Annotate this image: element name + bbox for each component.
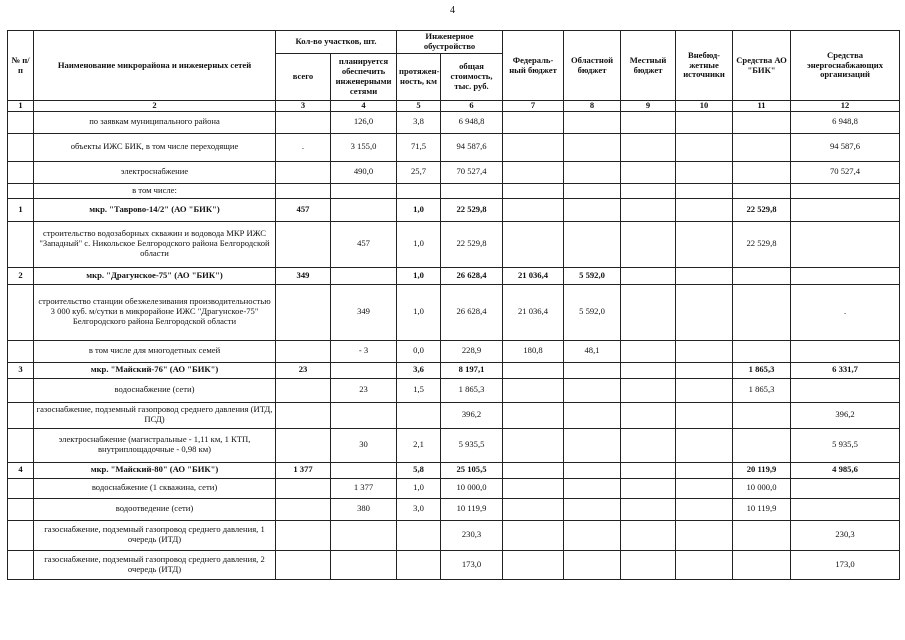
offbudget-cell [676, 221, 733, 267]
table-row [8, 498, 900, 520]
plots-planned-cell [331, 198, 397, 221]
header-name: Наименование микрорайона и инженерных сетей [34, 31, 276, 101]
column-number: 12 [791, 101, 900, 112]
federal-budget-cell [503, 462, 564, 478]
federal-budget-cell [503, 133, 564, 161]
regional-budget-cell [564, 133, 621, 161]
federal-budget-cell [503, 183, 564, 198]
header-offbudget: Внебюд-жетные источники [676, 31, 733, 101]
plots-planned-cell [331, 267, 397, 284]
regional-budget-cell: 5 592,0 [564, 284, 621, 340]
length-km-cell: 3,8 [397, 111, 441, 133]
federal-budget-cell [503, 161, 564, 183]
offbudget-cell [676, 520, 733, 550]
regional-budget-cell [564, 402, 621, 428]
federal-budget-cell [503, 550, 564, 579]
row-name-cell: мкр. "Таврово-14/2" (АО "БИК") [34, 198, 276, 221]
federal-budget-cell [503, 111, 564, 133]
length-km-cell: 2,1 [397, 428, 441, 462]
plots-planned-cell [331, 520, 397, 550]
plots-total-cell [276, 284, 331, 340]
cost-total-cell: 22 529,8 [441, 198, 503, 221]
table-body [8, 111, 900, 579]
plots-planned-cell [331, 462, 397, 478]
bik-funds-cell [733, 267, 791, 284]
cost-total-cell [441, 183, 503, 198]
energy-funds-cell [791, 340, 900, 362]
local-budget-cell [621, 133, 676, 161]
plots-total-cell [276, 221, 331, 267]
row-name-cell: объекты ИЖС БИК, в том числе переходящие [34, 133, 276, 161]
bik-funds-cell [733, 550, 791, 579]
plots-planned-cell: 23 [331, 378, 397, 402]
offbudget-cell [676, 133, 733, 161]
bik-funds-cell [733, 111, 791, 133]
plots-total-cell [276, 111, 331, 133]
energy-funds-cell [791, 221, 900, 267]
regional-budget-cell [564, 550, 621, 579]
cost-total-cell: 25 105,5 [441, 462, 503, 478]
regional-budget-cell [564, 498, 621, 520]
offbudget-cell [676, 362, 733, 378]
bik-funds-cell [733, 340, 791, 362]
table-row [8, 198, 900, 221]
row-name-cell: в том числе: [34, 183, 276, 198]
row-number-cell [8, 378, 34, 402]
energy-funds-cell: 173,0 [791, 550, 900, 579]
bik-funds-cell: 10 000,0 [733, 478, 791, 498]
plots-total-cell: 23 [276, 362, 331, 378]
cost-total-cell: 10 119,9 [441, 498, 503, 520]
local-budget-cell [621, 111, 676, 133]
row-name-cell: электроснабжение [34, 161, 276, 183]
bik-funds-cell: 22 529,8 [733, 198, 791, 221]
column-number: 10 [676, 101, 733, 112]
row-number-cell: 3 [8, 362, 34, 378]
column-number: 9 [621, 101, 676, 112]
federal-budget-cell: 180,8 [503, 340, 564, 362]
plots-planned-cell [331, 550, 397, 579]
plots-total-cell [276, 161, 331, 183]
plots-total-cell [276, 550, 331, 579]
cost-total-cell: 5 935,5 [441, 428, 503, 462]
plots-total-cell [276, 183, 331, 198]
regional-budget-cell: 5 592,0 [564, 267, 621, 284]
energy-funds-cell [791, 498, 900, 520]
bik-funds-cell: 20 119,9 [733, 462, 791, 478]
column-number: 5 [397, 101, 441, 112]
federal-budget-cell [503, 362, 564, 378]
regional-budget-cell [564, 478, 621, 498]
header-engineering-group: Инженерное обустройство [397, 31, 503, 54]
local-budget-cell [621, 221, 676, 267]
table-header [8, 31, 900, 112]
local-budget-cell [621, 402, 676, 428]
row-name-cell: газоснабжение, подземный газопровод среднего давления (ИТД, ПСД) [34, 402, 276, 428]
row-number-cell [8, 284, 34, 340]
bik-funds-cell: 1 865,3 [733, 378, 791, 402]
bik-funds-cell: 22 529,8 [733, 221, 791, 267]
header-plots-planned: планируется обеспечить инженерными сетями [331, 54, 397, 101]
row-number-cell [8, 161, 34, 183]
offbudget-cell [676, 478, 733, 498]
federal-budget-cell [503, 520, 564, 550]
plots-planned-cell: 380 [331, 498, 397, 520]
federal-budget-cell [503, 378, 564, 402]
cost-total-cell: 26 628,4 [441, 267, 503, 284]
length-km-cell: 1,0 [397, 198, 441, 221]
table-row [8, 284, 900, 340]
table-row [8, 362, 900, 378]
local-budget-cell [621, 362, 676, 378]
row-number-cell [8, 221, 34, 267]
federal-budget-cell [503, 498, 564, 520]
column-number: 8 [564, 101, 621, 112]
cost-total-cell: 10 000,0 [441, 478, 503, 498]
regional-budget-cell [564, 183, 621, 198]
plots-total-cell [276, 402, 331, 428]
row-name-cell: газоснабжение, подземный газопровод среднего давления, 1 очередь (ИТД) [34, 520, 276, 550]
offbudget-cell [676, 550, 733, 579]
row-number-cell [8, 402, 34, 428]
column-number: 3 [276, 101, 331, 112]
row-number-cell [8, 520, 34, 550]
bik-funds-cell: 1 865,3 [733, 362, 791, 378]
energy-funds-cell [791, 267, 900, 284]
energy-funds-cell [791, 378, 900, 402]
plots-total-cell [276, 520, 331, 550]
table-row [8, 428, 900, 462]
row-name-cell: мкр. "Майский-76" (АО "БИК") [34, 362, 276, 378]
regional-budget-cell [564, 161, 621, 183]
length-km-cell: 1,0 [397, 221, 441, 267]
row-number-cell: 2 [8, 267, 34, 284]
offbudget-cell [676, 111, 733, 133]
offbudget-cell [676, 378, 733, 402]
row-name-cell: строительство станции обезжелезивания производительностью 3 000 куб. м/сутки в микрорайоне ИЖС "Драгунское-75" Белгородского района Белгородской области [34, 284, 276, 340]
table-row [8, 378, 900, 402]
length-km-cell: 0,0 [397, 340, 441, 362]
header-local: Местный бюджет [621, 31, 676, 101]
plots-planned-cell: 3 155,0 [331, 133, 397, 161]
plots-total-cell [276, 478, 331, 498]
plots-total-cell [276, 498, 331, 520]
plots-total-cell: 349 [276, 267, 331, 284]
plots-planned-cell [331, 362, 397, 378]
plots-planned-cell: - 3 [331, 340, 397, 362]
column-number: 2 [34, 101, 276, 112]
row-number-cell: 1 [8, 198, 34, 221]
regional-budget-cell [564, 111, 621, 133]
row-number-cell [8, 550, 34, 579]
cost-total-cell: 173,0 [441, 550, 503, 579]
column-number: 4 [331, 101, 397, 112]
cost-total-cell: 70 527,4 [441, 161, 503, 183]
table-row [8, 462, 900, 478]
table-row [8, 550, 900, 579]
length-km-cell: 1,0 [397, 478, 441, 498]
header-federal: Федераль-ный бюджет [503, 31, 564, 101]
plots-total-cell: . [276, 133, 331, 161]
energy-funds-cell: . [791, 284, 900, 340]
column-number: 6 [441, 101, 503, 112]
length-km-cell: 5,8 [397, 462, 441, 478]
plots-total-cell: 1 377 [276, 462, 331, 478]
local-budget-cell [621, 161, 676, 183]
offbudget-cell [676, 498, 733, 520]
column-number: 1 [8, 101, 34, 112]
local-budget-cell [621, 284, 676, 340]
plots-planned-cell: 1 377 [331, 478, 397, 498]
plots-total-cell: 457 [276, 198, 331, 221]
federal-budget-cell [503, 402, 564, 428]
table-row [8, 133, 900, 161]
plots-planned-cell [331, 402, 397, 428]
row-name-cell: водоотведение (сети) [34, 498, 276, 520]
table-row [8, 221, 900, 267]
energy-funds-cell: 5 935,5 [791, 428, 900, 462]
regional-budget-cell [564, 362, 621, 378]
header-bik: Средства АО "БИК" [733, 31, 791, 101]
financing-table [7, 30, 900, 580]
row-number-cell [8, 340, 34, 362]
row-name-cell: водоснабжение (1 скважина, сети) [34, 478, 276, 498]
length-km-cell [397, 183, 441, 198]
plots-planned-cell: 490,0 [331, 161, 397, 183]
table-row [8, 267, 900, 284]
federal-budget-cell: 21 036,4 [503, 284, 564, 340]
plots-total-cell [276, 340, 331, 362]
row-number-cell [8, 133, 34, 161]
energy-funds-cell [791, 183, 900, 198]
header-plots-group: Кол-во участков, шт. [276, 31, 397, 54]
offbudget-cell [676, 284, 733, 340]
table-row [8, 340, 900, 362]
local-budget-cell [621, 340, 676, 362]
row-name-cell: газоснабжение, подземный газопровод среднего давления, 2 очередь (ИТД) [34, 550, 276, 579]
regional-budget-cell [564, 428, 621, 462]
column-number: 7 [503, 101, 564, 112]
bik-funds-cell [733, 402, 791, 428]
federal-budget-cell [503, 428, 564, 462]
plots-planned-cell [331, 183, 397, 198]
local-budget-cell [621, 478, 676, 498]
energy-funds-cell: 94 587,6 [791, 133, 900, 161]
federal-budget-cell [503, 198, 564, 221]
cost-total-cell: 228,9 [441, 340, 503, 362]
federal-budget-cell: 21 036,4 [503, 267, 564, 284]
row-number-cell [8, 428, 34, 462]
row-name-cell: в том числе для многодетных семей [34, 340, 276, 362]
offbudget-cell [676, 402, 733, 428]
cost-total-cell: 8 197,1 [441, 362, 503, 378]
cost-total-cell: 230,3 [441, 520, 503, 550]
row-name-cell: мкр. "Майский-80" (АО "БИК") [34, 462, 276, 478]
offbudget-cell [676, 198, 733, 221]
regional-budget-cell [564, 520, 621, 550]
energy-funds-cell: 6 948,8 [791, 111, 900, 133]
row-number-cell [8, 478, 34, 498]
row-name-cell: электроснабжение (магистральные - 1,11 км, 1 КТП, внутриплощадочные - 0,98 км) [34, 428, 276, 462]
local-budget-cell [621, 498, 676, 520]
header-cost: общая стоимость, тыс. руб. [441, 54, 503, 101]
local-budget-cell [621, 183, 676, 198]
row-name-cell: водоснабжение (сети) [34, 378, 276, 402]
header-energy: Средства энергоснабжающих организаций [791, 31, 900, 101]
table-row [8, 402, 900, 428]
cost-total-cell: 396,2 [441, 402, 503, 428]
plots-total-cell [276, 378, 331, 402]
row-number-cell [8, 111, 34, 133]
header-regional: Областной бюджет [564, 31, 621, 101]
regional-budget-cell [564, 462, 621, 478]
cost-total-cell: 94 587,6 [441, 133, 503, 161]
energy-funds-cell: 396,2 [791, 402, 900, 428]
table-row [8, 111, 900, 133]
bik-funds-cell: 10 119,9 [733, 498, 791, 520]
local-budget-cell [621, 520, 676, 550]
row-name-cell: по заявкам муниципального района [34, 111, 276, 133]
cost-total-cell: 26 628,4 [441, 284, 503, 340]
offbudget-cell [676, 462, 733, 478]
length-km-cell [397, 550, 441, 579]
regional-budget-cell [564, 198, 621, 221]
header-plots-total: всего [276, 54, 331, 101]
bik-funds-cell [733, 183, 791, 198]
length-km-cell [397, 520, 441, 550]
header-num: № п/п [8, 31, 34, 101]
page-number: 4 [450, 5, 455, 16]
energy-funds-cell [791, 478, 900, 498]
length-km-cell: 1,0 [397, 267, 441, 284]
plots-planned-cell: 30 [331, 428, 397, 462]
length-km-cell: 3,6 [397, 362, 441, 378]
cost-total-cell: 1 865,3 [441, 378, 503, 402]
regional-budget-cell [564, 378, 621, 402]
local-budget-cell [621, 267, 676, 284]
cost-total-cell: 6 948,8 [441, 111, 503, 133]
length-km-cell: 25,7 [397, 161, 441, 183]
plots-total-cell [276, 428, 331, 462]
table-row [8, 478, 900, 498]
bik-funds-cell [733, 161, 791, 183]
table-row [8, 161, 900, 183]
energy-funds-cell: 230,3 [791, 520, 900, 550]
header-length: протяжен-ность, км [397, 54, 441, 101]
plots-planned-cell: 457 [331, 221, 397, 267]
federal-budget-cell [503, 221, 564, 267]
regional-budget-cell [564, 221, 621, 267]
energy-funds-cell [791, 198, 900, 221]
offbudget-cell [676, 340, 733, 362]
plots-planned-cell: 126,0 [331, 111, 397, 133]
bik-funds-cell [733, 428, 791, 462]
row-number-cell: 4 [8, 462, 34, 478]
column-number: 11 [733, 101, 791, 112]
bik-funds-cell [733, 284, 791, 340]
row-name-cell: мкр. "Драгунское-75" (АО "БИК") [34, 267, 276, 284]
length-km-cell [397, 402, 441, 428]
energy-funds-cell: 70 527,4 [791, 161, 900, 183]
length-km-cell: 1,0 [397, 284, 441, 340]
length-km-cell: 71,5 [397, 133, 441, 161]
offbudget-cell [676, 161, 733, 183]
federal-budget-cell [503, 478, 564, 498]
local-budget-cell [621, 198, 676, 221]
local-budget-cell [621, 462, 676, 478]
cost-total-cell: 22 529,8 [441, 221, 503, 267]
offbudget-cell [676, 183, 733, 198]
energy-funds-cell: 6 331,7 [791, 362, 900, 378]
offbudget-cell [676, 267, 733, 284]
bik-funds-cell [733, 133, 791, 161]
local-budget-cell [621, 428, 676, 462]
bik-funds-cell [733, 520, 791, 550]
table-row [8, 520, 900, 550]
regional-budget-cell: 48,1 [564, 340, 621, 362]
local-budget-cell [621, 550, 676, 579]
plots-planned-cell: 349 [331, 284, 397, 340]
row-number-cell [8, 183, 34, 198]
row-name-cell: строительство водозаборных скважин и водовода МКР ИЖС "Западный" с. Никольское Белгородского района Белгородской области [34, 221, 276, 267]
offbudget-cell [676, 428, 733, 462]
length-km-cell: 3,0 [397, 498, 441, 520]
length-km-cell: 1,5 [397, 378, 441, 402]
column-number-row [8, 101, 900, 112]
energy-funds-cell: 4 985,6 [791, 462, 900, 478]
local-budget-cell [621, 378, 676, 402]
row-number-cell [8, 498, 34, 520]
table-row [8, 183, 900, 198]
